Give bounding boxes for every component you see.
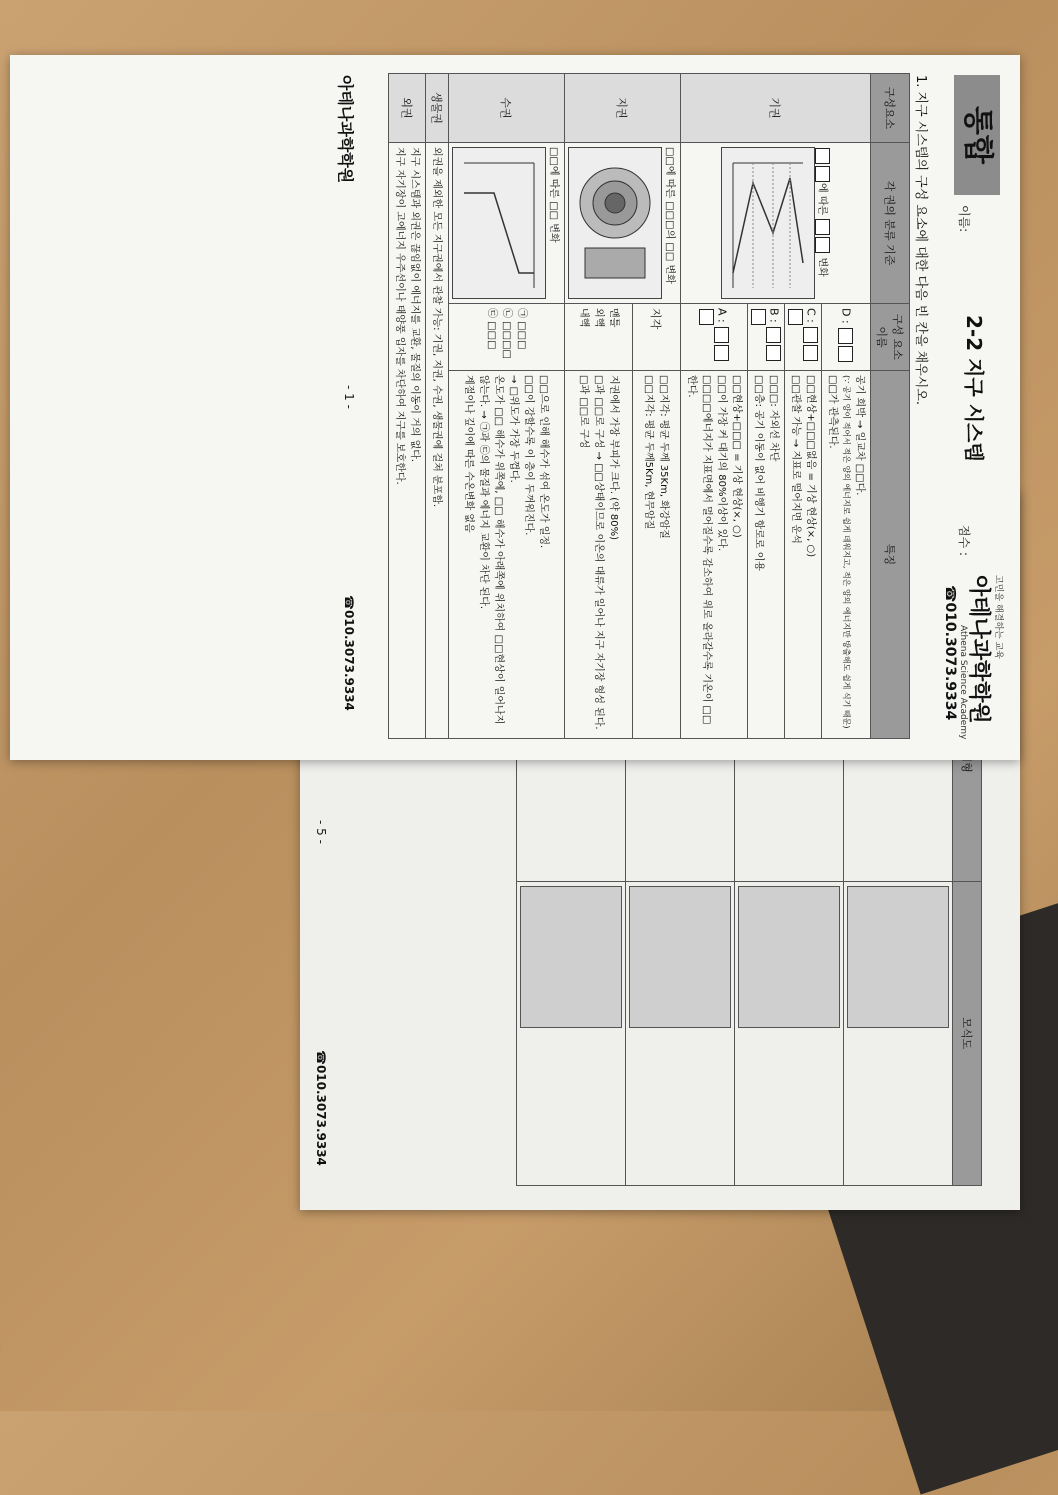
worksheet-title: 2-2 지구 시스템 [962,315,986,462]
geosphere-criterion [565,143,681,304]
temperature-height-graph [721,147,815,299]
worksheet-page-1-content [318,55,1018,1055]
hydro-features: □□으로 인해 해수가 섞여 온도가 일정. □□이 강할수록 이 층이 두꺼워진다. → □위도가 가장 두껍다. 온도가 □□ 해수가 위쪽에, □□ 해수가 아래쪽에 위치하여 □□현상이 일어나지 않는다. → ㉠과 ㉢의 물질과 에너지 교환이 차단 된다. 계절이나 깊이에 따른 수온변화 없음 [449,371,565,739]
score-label: 점수 : [957,525,971,557]
topic-badge: 통합 [954,75,1000,195]
layer-c-features: □□현상+□□□없음 = 기상 현상(×, ○) □□관찰 가능 → 지표로 떨어지면 운석 [785,371,822,739]
header-features: 특징 [871,371,910,739]
worksheet-page-1 [10,55,1020,760]
geo-parts-rest: 맨틀 외핵 내핵 [565,304,633,371]
academy-logo-english: Athena Science Academy [958,625,968,740]
atmosphere-criterion-text: 에 따른 변화 [815,147,831,299]
page-number: - 1 - [342,385,356,409]
hydrosphere-criterion [449,143,565,304]
water-temperature-graph [452,147,546,299]
crust-features: □□지각: 평균 두께 35Km, 화강암질 □□지각: 평균 두께5Km, 현무암질 [632,371,680,739]
page-5-phone: ☎010.3073.9334 [314,1050,328,1166]
earth-interior-diagram [568,147,662,299]
row-label-geosphere: 지권 [565,74,681,143]
layer-a: A : [681,304,748,371]
header-component: 구성요소 [871,74,910,143]
layer-d: D : [822,304,871,371]
row-label-exosphere: 외권 [389,74,426,143]
name-label: 이름: [957,205,971,233]
header-names: 구성 요소 이름 [871,304,910,371]
earth-system-table [388,73,910,739]
academy-logo: 아테나과학학원 [966,575,991,724]
hydro-layers: ㉠ □□□ ㉡ □□□□ ㉢ □□□ [449,304,565,371]
layer-c: C : [785,304,822,371]
mantle-core-features: 지권에서 가장 부피가 크다. (약 80%) □과 □□로 구성 → □□상태이므로 이온의 대류가 일어나 지구 자기장 형성 된다. □과 □□로 구성 [565,371,633,739]
geo-part-crust: 지각 [632,304,680,371]
row-label-hydrosphere: 수권 [449,74,565,143]
footer-phone: ☎010.3073.9334 [342,595,356,711]
layer-d-features: 공기 희박 → 일교차 □□다. (∵ 공기 양이 적어서 적은 양의 에너지로 쉽게 데워지고, 적은 양의 에너지만 방출해도 쉽게 식기 때문) □□가 관측된다. [822,371,871,739]
layer-b-features: □□□: 자외선 차단 □□층: 공기 이동이 없어 비행기 항로로 이용 [748,371,785,739]
biosphere-text: 외권을 제외한 모든 지구권에서 관찰 가능: 기권, 지권, 수권, 생물권에 걸쳐 분포함. [426,143,449,739]
header-criterion: 각 권의 분류 기준 [871,143,910,304]
atmosphere-criterion [681,143,871,304]
layer-a-features: □□현상+□□□ = 기상 현상(×, ○) □□이 가장 커 대기의 80%이상이 있다. □□□□에너지가 지표면에서 멀어질수록 감소하여 위로 올라갈수록 기온이 □□한다. [681,371,748,739]
question-text: 1. 지구 시스템의 구성 요소에 대한 다음 빈 칸을 채우시오. [913,75,928,406]
layer-b: B : [748,304,785,371]
exosphere-text: 지구 시스템과 외권은 끊임없이 에너지를 교환, 물질의 이동이 거의 없다. 지구 자기장이 고에너지 우주선이나 태양풍 입자를 차단하여 지구를 보호한다. [389,143,426,739]
academy-phone: ☎010.3073.9334 [942,585,958,721]
row-label-biosphere: 생물권 [426,74,449,143]
footer-logo: 아테나과학학원 [336,75,355,184]
hydrosphere-criterion-text: □□에 따른 □□ 변화 [548,147,559,243]
logo-tagline: 고민을 해결하는 교육 [993,575,1003,659]
page-5-number: - 5 - [314,820,328,844]
geosphere-criterion-text: □□에 따른 □□□의 □□ 변화 [664,147,675,284]
landform-header-diagram: 모식도 [953,881,982,1185]
row-label-atmosphere: 기권 [681,74,871,143]
